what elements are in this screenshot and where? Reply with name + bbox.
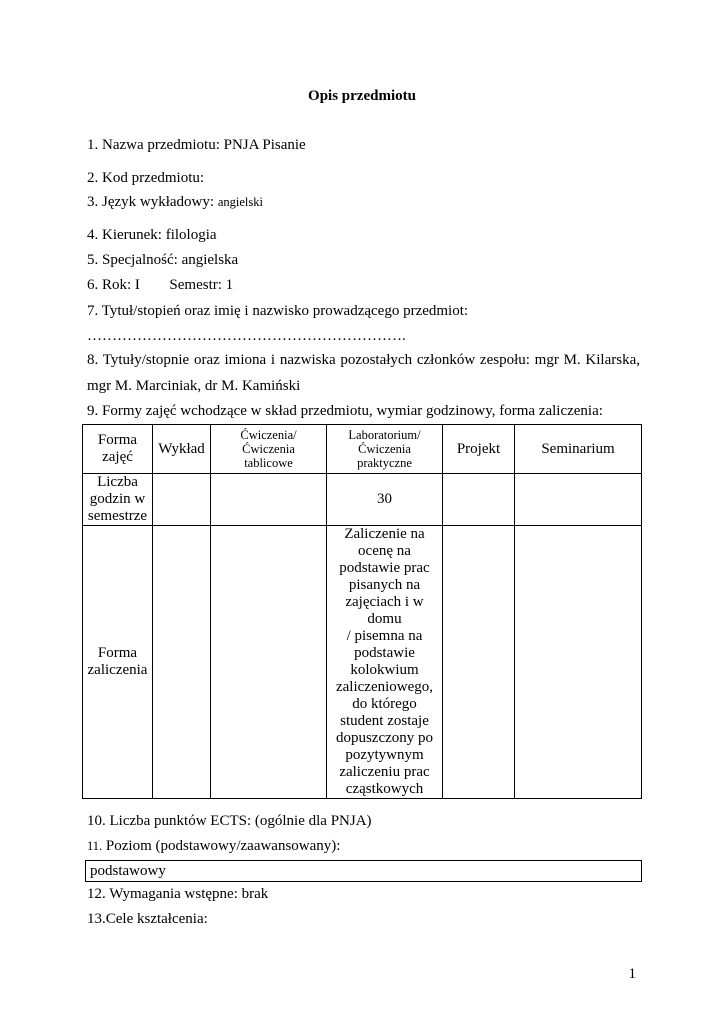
- cell-credit-projekt: [443, 526, 515, 799]
- semestr: Semestr: 1: [169, 277, 234, 293]
- item-rok-semestr: [87, 276, 233, 294]
- poziom-label: Poziom (podstawowy/zaawansowany):: [105, 838, 341, 854]
- header-forma-zajec: Forma zajęć: [83, 425, 153, 474]
- cell-hours-cwiczenia: [211, 474, 327, 526]
- cell-credit-wyklad: [153, 526, 211, 799]
- cell-credit-laboratorium: Zaliczenie na ocenę na podstawie prac pisanych na zajęciach i w domu / pisemna na podstawie kolokwium zaliczeniowego, do którego student zostaje dopuszczony po pozytywnym zaliczeniu prac cząstkowych: [327, 526, 443, 799]
- header-projekt: Projekt: [443, 425, 515, 474]
- document-title: Opis przedmiotu: [308, 88, 416, 104]
- table-row-hours: [83, 474, 642, 526]
- item-kod-przedmiotu: 2. Kod przedmiotu:: [87, 170, 205, 186]
- item-poziom: [87, 837, 340, 855]
- cell-hours-laboratorium: 30: [327, 474, 443, 526]
- item-prowadzacy-value: ……………………………………………………….: [87, 328, 406, 344]
- item-kierunek: 4. Kierunek: filologia: [87, 227, 217, 243]
- header-seminarium: Seminarium: [515, 425, 642, 474]
- jezyk-value: angielski: [217, 195, 263, 209]
- forms-table: [82, 424, 642, 799]
- table-header-row: [83, 425, 642, 474]
- page-number: 1: [628, 966, 636, 982]
- table-row-credit: [83, 526, 642, 799]
- zespol-line-1: 8. Tytuły/stopnie oraz imiona i nazwiska pozostałych członków zespołu: mgr M. Kilarska,: [87, 352, 640, 368]
- item-nazwa-przedmiotu: 1. Nazwa przedmiotu: PNJA Pisanie: [87, 137, 306, 153]
- header-wyklad: Wykład: [153, 425, 211, 474]
- item-ects: 10. Liczba punktów ECTS: (ogólnie dla PNJA): [87, 813, 372, 829]
- poziom-value-box: podstawowy: [85, 860, 642, 882]
- item-specjalnosc: 5. Specjalność: angielska: [87, 252, 239, 268]
- item-prowadzacy-label: 7. Tytuł/stopień oraz imię i nazwisko prowadzącego przedmiot:: [87, 303, 469, 319]
- item-formy-zajec: 9. Formy zajęć wchodzące w skład przedmiotu, wymiar godzinowy, forma zaliczenia:: [87, 403, 603, 419]
- zespol-line-2: mgr M. Marciniak, dr M. Kamiński: [87, 378, 301, 394]
- poziom-number: 11.: [87, 839, 103, 853]
- cell-credit-seminarium: [515, 526, 642, 799]
- jezyk-label: 3. Język wykładowy:: [87, 194, 215, 210]
- cell-hours-projekt: [443, 474, 515, 526]
- item-zespol: [87, 351, 640, 369]
- header-cwiczenia-tablicowe: Ćwiczenia/ Ćwiczenia tablicowe: [211, 425, 327, 474]
- cell-hours-seminarium: [515, 474, 642, 526]
- item-wymagania: 12. Wymagania wstępne: brak: [87, 886, 269, 902]
- rok: 6. Rok: I: [87, 277, 140, 293]
- header-laboratorium: Laboratorium/ Ćwiczenia praktyczne: [327, 425, 443, 474]
- item-jezyk-wykladowy: [87, 193, 263, 211]
- row-label-liczba-godzin: Liczba godzin w semestrze: [83, 474, 153, 526]
- cell-credit-cwiczenia: [211, 526, 327, 799]
- cell-hours-wyklad: [153, 474, 211, 526]
- item-cele: 13.Cele kształcenia:: [87, 911, 208, 927]
- row-label-forma-zaliczenia: Forma zaliczenia: [83, 526, 153, 799]
